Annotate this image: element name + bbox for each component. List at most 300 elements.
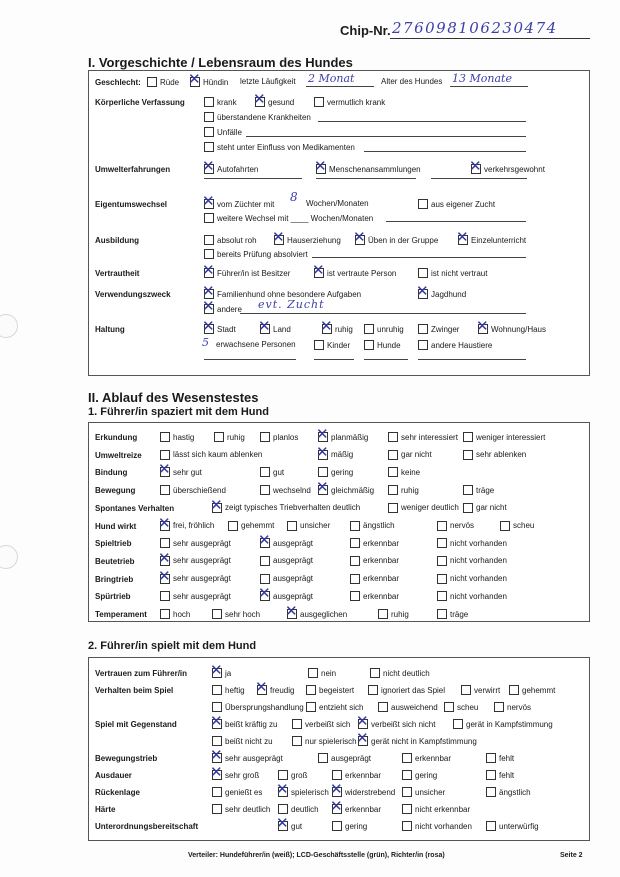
deutlich-option[interactable]: deutlich — [278, 804, 319, 814]
nervoes-option[interactable]: nervös — [494, 702, 531, 712]
nein-checkbox[interactable] — [308, 668, 318, 678]
ueberschiessend-checkbox[interactable] — [160, 485, 170, 495]
chip-number-value[interactable]: 276098106230474 — [392, 19, 558, 37]
weitere-line — [386, 221, 526, 222]
planmaessig-option[interactable]: ✕ planmäßig — [318, 432, 368, 442]
gross-option[interactable]: groß — [278, 770, 307, 780]
erkennbar-option[interactable]: erkennbar — [350, 574, 399, 584]
zeigt-typisches-triebverhalten-deutlich-checkbox[interactable] — [212, 503, 222, 513]
autofahrten-checkbox[interactable] — [204, 164, 214, 174]
geraet-in-kampfstimmung-checkbox[interactable] — [453, 719, 463, 729]
unsicher-checkbox[interactable] — [402, 787, 412, 797]
umwelt-line-2 — [316, 178, 416, 179]
planlos-checkbox[interactable] — [260, 432, 270, 442]
gleichmaessig-checkbox[interactable] — [318, 485, 328, 495]
zwinger-option[interactable]: Zwinger — [418, 324, 459, 334]
keine-option[interactable]: keine — [388, 467, 420, 477]
roh-checkbox[interactable] — [204, 235, 214, 245]
spuertrieb-label: Spürtrieb — [95, 592, 131, 602]
sehr-ausgepraegt-checkbox[interactable] — [160, 591, 170, 601]
erkundung-label: Erkundung — [95, 433, 138, 442]
sehr-ausgepraegt-option[interactable]: ✕ sehr ausgeprägt — [212, 753, 283, 763]
stadt-checkbox[interactable] — [204, 324, 214, 334]
planmaessig-checkbox[interactable] — [318, 432, 328, 442]
ausdauer-label: Ausdauer — [95, 771, 132, 780]
unterwuerfig-checkbox[interactable] — [486, 821, 496, 831]
hunde-checkbox[interactable] — [364, 340, 374, 350]
heftig-option[interactable]: heftig — [212, 685, 245, 695]
gesund-option[interactable]: ✕ gesund — [255, 97, 294, 107]
sehr-gut-option[interactable]: ✕ sehr gut — [160, 467, 202, 477]
vertrautheit-label: Vertrautheit — [95, 269, 140, 278]
nicht-erkennbar-option[interactable]: nicht erkennbar — [402, 804, 470, 814]
haustiere-option[interactable]: andere Haustiere — [418, 340, 492, 350]
ruhig-checkbox[interactable] — [378, 609, 388, 619]
medikamente-option[interactable]: steht unter Einfluss von Medikamenten — [204, 142, 355, 152]
traege-checkbox[interactable] — [437, 609, 447, 619]
andere-value[interactable]: evt. Zucht — [258, 298, 325, 311]
sehr-interessiert-option[interactable]: sehr interessiert — [388, 432, 458, 442]
vermutlich-krank-checkbox[interactable] — [314, 97, 324, 107]
zuechter-value[interactable]: 8 — [290, 190, 298, 204]
nicht-vorhanden-checkbox[interactable] — [437, 574, 447, 584]
zeigt-typisches-triebverhalten-deutlich-option[interactable]: ✕ zeigt typisches Triebverhalten deutlich — [212, 503, 360, 513]
ausgepraegt-option[interactable]: ausgeprägt — [260, 574, 313, 584]
gar-nicht-checkbox[interactable] — [388, 450, 398, 460]
menschen-checkbox[interactable] — [316, 164, 326, 174]
bindung-label: Bindung — [95, 468, 128, 478]
scheu-checkbox[interactable] — [500, 521, 510, 531]
aengstlich-checkbox[interactable] — [350, 521, 360, 531]
stadt-option[interactable]: ✕ Stadt — [204, 324, 236, 334]
ausgeglichen-option[interactable]: ✕ ausgeglichen — [287, 609, 347, 619]
erkennbar-option[interactable]: erkennbar — [350, 538, 399, 548]
nicht-deutlich-checkbox[interactable] — [370, 668, 380, 678]
gering-option[interactable]: gering — [332, 821, 367, 831]
fehlt-checkbox[interactable] — [486, 753, 496, 763]
nein-option[interactable]: nein — [308, 668, 336, 678]
ruhig-option[interactable]: ruhig — [378, 609, 409, 619]
ausgepraegt-option[interactable]: ausgeprägt — [318, 753, 371, 763]
entzieht-sich-option[interactable]: entzieht sich — [306, 702, 363, 712]
aengstlich-option[interactable]: ängstlich — [486, 787, 531, 797]
sehr-hoch-checkbox[interactable] — [212, 609, 222, 619]
weitere-checkbox[interactable] — [204, 213, 214, 223]
begeistert-checkbox[interactable] — [306, 685, 316, 695]
gehemmt-option[interactable]: gehemmt — [228, 521, 274, 531]
ausweichend-option[interactable]: ausweichend — [378, 702, 438, 712]
gehemmt-checkbox[interactable] — [509, 685, 519, 695]
nicht-deutlich-option[interactable]: nicht deutlich — [370, 668, 430, 678]
nervoes-option[interactable]: nervös — [437, 521, 474, 531]
planlos-option[interactable]: planlos — [260, 432, 298, 442]
unterwuerfig-option[interactable]: unterwürfig — [486, 821, 539, 831]
gering-checkbox[interactable] — [332, 821, 342, 831]
gar-nicht-checkbox[interactable] — [463, 503, 473, 513]
unsicher-option[interactable]: unsicher — [402, 787, 445, 797]
unsicher-checkbox[interactable] — [287, 521, 297, 531]
ueberschiessend-option[interactable]: überschießend — [160, 485, 226, 495]
eigentum-label: Eigentumswechsel — [95, 200, 168, 209]
erkennbar-checkbox[interactable] — [350, 574, 360, 584]
verbeisst-sich-option[interactable]: verbeißt sich — [292, 719, 350, 729]
geraet-nicht-in-kampfstimmung-option[interactable]: ✕ gerät nicht in Kampfstimmung — [358, 736, 477, 746]
sehr-ablenken-checkbox[interactable] — [463, 450, 473, 460]
punch-hole — [0, 545, 18, 569]
hauserziehung-option[interactable]: ✕ Hauserziehung — [274, 235, 341, 245]
beisst-nicht-zu-option[interactable]: beißt nicht zu — [212, 736, 273, 746]
bewegungstrieb-label: Bewegungstrieb — [95, 754, 158, 763]
geniesst-es-checkbox[interactable] — [212, 787, 222, 797]
gering-checkbox[interactable] — [318, 467, 328, 477]
ruhig-checkbox[interactable] — [214, 432, 224, 442]
gut-checkbox[interactable] — [278, 821, 288, 831]
huendin-checkbox[interactable] — [190, 77, 200, 87]
personen-label: erwachsene Personen — [216, 340, 296, 349]
nur-spielerisch-option[interactable]: nur spielerisch — [292, 736, 357, 746]
haerte-label: Härte — [95, 805, 116, 814]
besitzer-checkbox[interactable] — [204, 268, 214, 278]
laeufigkeit-label: letzte Läufigkeit — [240, 77, 296, 86]
sehr-gross-checkbox[interactable] — [212, 770, 222, 780]
andere-checkbox[interactable] — [204, 304, 214, 314]
widerstrebend-checkbox[interactable] — [332, 787, 342, 797]
spontanes-verhalten-label: Spontanes Verhalten — [95, 503, 175, 513]
ignoriert-das-spiel-checkbox[interactable] — [368, 685, 378, 695]
weniger-deutlich-checkbox[interactable] — [388, 503, 398, 513]
ruhig-option[interactable]: ruhig — [214, 432, 245, 442]
traege-option[interactable]: träge — [463, 485, 494, 495]
nicht-erkennbar-checkbox[interactable] — [402, 804, 412, 814]
vertraut-checkbox[interactable] — [314, 268, 324, 278]
alter-label: Alter des Hundes — [381, 77, 443, 86]
traege-option[interactable]: träge — [437, 609, 468, 619]
ausgepraegt-checkbox[interactable] — [260, 538, 270, 548]
rude-option[interactable]: Rüde — [147, 77, 179, 87]
fehlt-option[interactable]: fehlt — [486, 753, 514, 763]
sehr-ausgepraegt-checkbox[interactable] — [212, 753, 222, 763]
erkennbar-option[interactable]: erkennbar — [332, 770, 381, 780]
wohnung-checkbox[interactable] — [478, 324, 488, 334]
sehr-interessiert-checkbox[interactable] — [388, 432, 398, 442]
krank-option[interactable]: krank — [204, 97, 237, 107]
beisst-nicht-zu-checkbox[interactable] — [212, 736, 222, 746]
widerstrebend-option[interactable]: ✕ widerstrebend — [332, 787, 395, 797]
laeufigkeit-value[interactable]: 2 Monat — [308, 72, 355, 85]
gesund-checkbox[interactable] — [255, 97, 265, 107]
ausgepraegt-option[interactable]: ✕ ausgeprägt — [260, 591, 313, 601]
nicht-vorhanden-checkbox[interactable] — [402, 821, 412, 831]
umwelt-label: Umwelterfahrungen — [95, 165, 171, 174]
gruppe-option[interactable]: ✕ Üben in der Gruppe — [355, 235, 438, 245]
subsection-2-title: 2. Führer/in spielt mit dem Hund — [88, 640, 257, 652]
gar-nicht-option[interactable]: gar nicht — [463, 503, 507, 513]
ignoriert-das-spiel-option[interactable]: ignoriert das Spiel — [368, 685, 445, 695]
wechselnd-option[interactable]: wechselnd — [260, 485, 311, 495]
laesst-sich-kaum-ablenken-checkbox[interactable] — [160, 450, 170, 460]
wechselnd-checkbox[interactable] — [260, 485, 270, 495]
koerper-label: Körperliche Verfassung — [95, 98, 185, 107]
hund-wirkt-label: Hund wirkt — [95, 521, 137, 531]
keine-checkbox[interactable] — [388, 467, 398, 477]
weitere-option[interactable]: weitere Wechsel mit ____ Wochen/Monaten — [204, 213, 373, 223]
bewegung-label: Bewegung — [95, 486, 136, 496]
gering-checkbox[interactable] — [402, 770, 412, 780]
aengstlich-checkbox[interactable] — [486, 787, 496, 797]
krankheiten-line — [318, 121, 526, 122]
zwinger-checkbox[interactable] — [418, 324, 428, 334]
ruhig-option[interactable]: ruhig — [388, 485, 419, 495]
personen-line — [204, 359, 296, 360]
weniger-interessiert-option[interactable]: weniger interessiert — [463, 432, 545, 442]
eigene-zucht-checkbox[interactable] — [418, 199, 428, 209]
laeufigkeit-line — [306, 86, 374, 87]
land-checkbox[interactable] — [260, 324, 270, 334]
sehr-gut-checkbox[interactable] — [160, 467, 170, 477]
huendin-option[interactable]: ✕ Hündin — [190, 77, 228, 87]
ja-option[interactable]: ✕ ja — [212, 668, 231, 678]
zuechter-option[interactable]: ✕ vom Züchter mit — [204, 199, 274, 209]
beisst-kraeftig-zu-checkbox[interactable] — [212, 719, 222, 729]
hoch-checkbox[interactable] — [160, 609, 170, 619]
laesst-sich-kaum-ablenken-option[interactable]: lässt sich kaum ablenken — [160, 450, 262, 460]
nicht-vorhanden-option[interactable]: nicht vorhanden — [402, 821, 472, 831]
haltung-label: Haltung — [95, 325, 125, 334]
geraet-nicht-in-kampfstimmung-checkbox[interactable] — [358, 736, 368, 746]
kinder-checkbox[interactable] — [314, 340, 324, 350]
umwelt-line-3 — [431, 178, 527, 179]
hastig-checkbox[interactable] — [160, 432, 170, 442]
autofahrten-option[interactable]: ✕ Autofahrten — [204, 164, 258, 174]
vertraut-option[interactable]: ✕ ist vertraute Person — [314, 268, 396, 278]
nervoes-checkbox[interactable] — [494, 702, 504, 712]
scheu-option[interactable]: scheu — [500, 521, 534, 531]
medikamente-line — [364, 151, 526, 152]
gut-option[interactable]: gut — [260, 467, 284, 477]
erkennbar-checkbox[interactable] — [350, 591, 360, 601]
scheu-option[interactable]: scheu — [444, 702, 478, 712]
krank-checkbox[interactable] — [204, 97, 214, 107]
begeistert-option[interactable]: begeistert — [306, 685, 354, 695]
uebersprungshandlung-checkbox[interactable] — [212, 702, 222, 712]
unfaelle-option[interactable]: Unfälle — [204, 127, 242, 137]
kinder-option[interactable]: Kinder — [314, 340, 350, 350]
ruhig-checkbox[interactable] — [322, 324, 332, 334]
sehr-ausgepraegt-checkbox[interactable] — [160, 574, 170, 584]
besitzer-option[interactable]: ✕ Führer/in ist Besitzer — [204, 268, 290, 278]
erkennbar-option[interactable]: erkennbar — [402, 753, 451, 763]
einzel-option[interactable]: ✕ Einzelunterricht — [458, 235, 526, 245]
ausbildung-label: Ausbildung — [95, 236, 139, 245]
sehr-ausgepraegt-option[interactable]: sehr ausgeprägt — [160, 591, 231, 601]
unruhig-option[interactable]: unruhig — [364, 324, 404, 334]
land-option[interactable]: ✕ Land — [260, 324, 291, 334]
unsicher-option[interactable]: unsicher — [287, 521, 330, 531]
ausweichend-checkbox[interactable] — [378, 702, 388, 712]
sehr-ablenken-option[interactable]: sehr ablenken — [463, 450, 526, 460]
hoch-option[interactable]: hoch — [160, 609, 190, 619]
scheu-checkbox[interactable] — [444, 702, 454, 712]
sehr-ausgepraegt-checkbox[interactable] — [160, 538, 170, 548]
medikamente-checkbox[interactable] — [204, 142, 214, 152]
deutlich-checkbox[interactable] — [278, 804, 288, 814]
pruefung-checkbox[interactable] — [204, 249, 214, 259]
unfaelle-checkbox[interactable] — [204, 127, 214, 137]
zuechter-checkbox[interactable] — [204, 199, 214, 209]
verkehr-option[interactable]: ✕ verkehrsgewohnt — [471, 164, 545, 174]
ausgepraegt-option[interactable]: ausgeprägt — [260, 556, 313, 566]
sehr-deutlich-option[interactable]: sehr deutlich — [212, 804, 270, 814]
sehr-hoch-option[interactable]: sehr hoch — [212, 609, 260, 619]
ausgepraegt-checkbox[interactable] — [260, 556, 270, 566]
ausgeglichen-checkbox[interactable] — [287, 609, 297, 619]
frei-froehlich-option[interactable]: ✕ frei, fröhlich — [160, 521, 214, 531]
freudig-option[interactable]: ✕ freudig — [257, 685, 294, 695]
sehr-ausgepraegt-option[interactable]: ✕ sehr ausgeprägt — [160, 556, 231, 566]
roh-option[interactable]: absolut roh — [204, 235, 257, 245]
nicht-vorhanden-option[interactable]: nicht vorhanden — [437, 556, 507, 566]
jagd-checkbox[interactable] — [418, 289, 428, 299]
beutetrieb-label: Beutetrieb — [95, 556, 135, 566]
sehr-ausgepraegt-option[interactable]: ✕ sehr ausgeprägt — [160, 574, 231, 584]
nicht-vertraut-checkbox[interactable] — [418, 268, 428, 278]
traege-checkbox[interactable] — [463, 485, 473, 495]
gut-option[interactable]: ✕ gut — [278, 821, 302, 831]
erkennbar-checkbox[interactable] — [402, 753, 412, 763]
erkennbar-option[interactable]: ✕ erkennbar — [332, 804, 381, 814]
jagd-option[interactable]: ✕ Jagdhund — [418, 289, 466, 299]
nicht-vorhanden-checkbox[interactable] — [437, 538, 447, 548]
ausgepraegt-option[interactable]: ✕ ausgeprägt — [260, 538, 313, 548]
gering-option[interactable]: gering — [318, 467, 353, 477]
erkennbar-checkbox[interactable] — [332, 804, 342, 814]
erkennbar-option[interactable]: erkennbar — [350, 591, 399, 601]
sehr-ausgepraegt-checkbox[interactable] — [160, 556, 170, 566]
frei-froehlich-checkbox[interactable] — [160, 521, 170, 531]
weniger-deutlich-option[interactable]: weniger deutlich — [388, 503, 459, 513]
maessig-option[interactable]: ✕ mäßig — [318, 450, 353, 460]
ausgepraegt-checkbox[interactable] — [318, 753, 328, 763]
gehemmt-checkbox[interactable] — [228, 521, 238, 531]
hauserziehung-checkbox[interactable] — [274, 235, 284, 245]
gehemmt-option[interactable]: gehemmt — [509, 685, 555, 695]
sehr-deutlich-checkbox[interactable] — [212, 804, 222, 814]
krankheiten-checkbox[interactable] — [204, 112, 214, 122]
verbeisst-sich-checkbox[interactable] — [292, 719, 302, 729]
eigene-zucht-option[interactable]: aus eigener Zucht — [418, 199, 495, 209]
hunde-option[interactable]: Hunde — [364, 340, 401, 350]
andere-line — [240, 313, 526, 314]
nervoes-checkbox[interactable] — [437, 521, 447, 531]
ausgepraegt-checkbox[interactable] — [260, 591, 270, 601]
spieltrieb-label: Spieltrieb — [95, 539, 132, 549]
krankheiten-option[interactable]: überstandene Krankheiten — [204, 112, 311, 122]
ausgepraegt-checkbox[interactable] — [260, 574, 270, 584]
freudig-checkbox[interactable] — [257, 685, 267, 695]
hunde-line — [364, 359, 408, 360]
gross-checkbox[interactable] — [278, 770, 288, 780]
sehr-gross-option[interactable]: ✕ sehr groß — [212, 770, 259, 780]
heftig-checkbox[interactable] — [212, 685, 222, 695]
ja-checkbox[interactable] — [212, 668, 222, 678]
kinder-line — [314, 359, 354, 360]
andere-option[interactable]: ✕ andere — [204, 304, 242, 314]
hastig-option[interactable]: hastig — [160, 432, 194, 442]
maessig-checkbox[interactable] — [318, 450, 328, 460]
gering-option[interactable]: gering — [402, 770, 437, 780]
punch-hole — [0, 314, 18, 338]
page-number: Seite 2 — [560, 852, 583, 859]
gleichmaessig-option[interactable]: ✕ gleichmäßig — [318, 485, 374, 495]
gar-nicht-option[interactable]: gar nicht — [388, 450, 432, 460]
weniger-interessiert-checkbox[interactable] — [463, 432, 473, 442]
nicht-vorhanden-option[interactable]: nicht vorhanden — [437, 538, 507, 548]
nicht-vertraut-option[interactable]: ist nicht vertraut — [418, 268, 487, 278]
unruhig-checkbox[interactable] — [364, 324, 374, 334]
unterordnungsbereitschaft-label: Unterordnungsbereitschaft — [95, 822, 199, 831]
gut-checkbox[interactable] — [260, 467, 270, 477]
verwirrt-option[interactable]: verwirrt — [461, 685, 500, 695]
wohnung-option[interactable]: ✕ Wohnung/Haus — [478, 324, 546, 334]
bringtrieb-label: Bringtrieb — [95, 574, 134, 584]
nicht-vorhanden-option[interactable]: nicht vorhanden — [437, 574, 507, 584]
fehlt-option[interactable]: fehlt — [486, 770, 514, 780]
spielerisch-checkbox[interactable] — [278, 787, 288, 797]
geniesst-es-option[interactable]: genießt es — [212, 787, 262, 797]
rude-checkbox[interactable] — [147, 77, 157, 87]
personen-count[interactable]: 5 — [202, 336, 209, 349]
gruppe-checkbox[interactable] — [355, 235, 365, 245]
spiel-mit-gegenstand-label: Spiel mit Gegenstand — [95, 720, 177, 729]
alter-value[interactable]: 13 Monate — [452, 72, 512, 85]
verkehr-checkbox[interactable] — [471, 164, 481, 174]
beisst-kraeftig-zu-option[interactable]: ✕ beißt kräftig zu — [212, 719, 277, 729]
familie-option[interactable]: ✕ Familienhund ohne besondere Aufgaben — [204, 289, 361, 299]
entzieht-sich-checkbox[interactable] — [306, 702, 316, 712]
fehlt-checkbox[interactable] — [486, 770, 496, 780]
ruhig-option[interactable]: ✕ ruhig — [322, 324, 353, 334]
sehr-ausgepraegt-option[interactable]: sehr ausgeprägt — [160, 538, 231, 548]
rueckenlage-label: Rückenlage — [95, 788, 140, 797]
pruefung-option[interactable]: bereits Prüfung absolviert — [204, 249, 308, 259]
nicht-vorhanden-checkbox[interactable] — [437, 591, 447, 601]
haustiere-checkbox[interactable] — [418, 340, 428, 350]
verwirrt-checkbox[interactable] — [461, 685, 471, 695]
einzel-checkbox[interactable] — [458, 235, 468, 245]
geraet-in-kampfstimmung-option[interactable]: gerät in Kampfstimmung — [453, 719, 553, 729]
uebersprungshandlung-option[interactable]: Übersprungshandlung — [212, 702, 304, 712]
pruefung-line — [312, 257, 526, 258]
erkennbar-checkbox[interactable] — [350, 538, 360, 548]
spielerisch-option[interactable]: ✕ spielerisch — [278, 787, 329, 797]
verbeisst-sich-nicht-option[interactable]: ✕ verbeißt sich nicht — [358, 719, 435, 729]
erkennbar-option[interactable]: erkennbar — [350, 556, 399, 566]
menschen-option[interactable]: ✕ Menschenansammlungen — [316, 164, 421, 174]
verhalten-beim-spiel-label: Verhalten beim Spiel — [95, 686, 174, 695]
ruhig-checkbox[interactable] — [388, 485, 398, 495]
verbeisst-sich-nicht-checkbox[interactable] — [358, 719, 368, 729]
vermutlich-krank-option[interactable]: vermutlich krank — [314, 97, 385, 107]
aengstlich-option[interactable]: ängstlich — [350, 521, 395, 531]
nicht-vorhanden-option[interactable]: nicht vorhanden — [437, 591, 507, 601]
temperament-label: Temperament — [95, 610, 147, 619]
erkennbar-checkbox[interactable] — [332, 770, 342, 780]
unfaelle-line — [246, 136, 526, 137]
erkennbar-checkbox[interactable] — [350, 556, 360, 566]
umwelt-line-1 — [204, 178, 302, 179]
nicht-vorhanden-checkbox[interactable] — [437, 556, 447, 566]
nur-spielerisch-checkbox[interactable] — [292, 736, 302, 746]
